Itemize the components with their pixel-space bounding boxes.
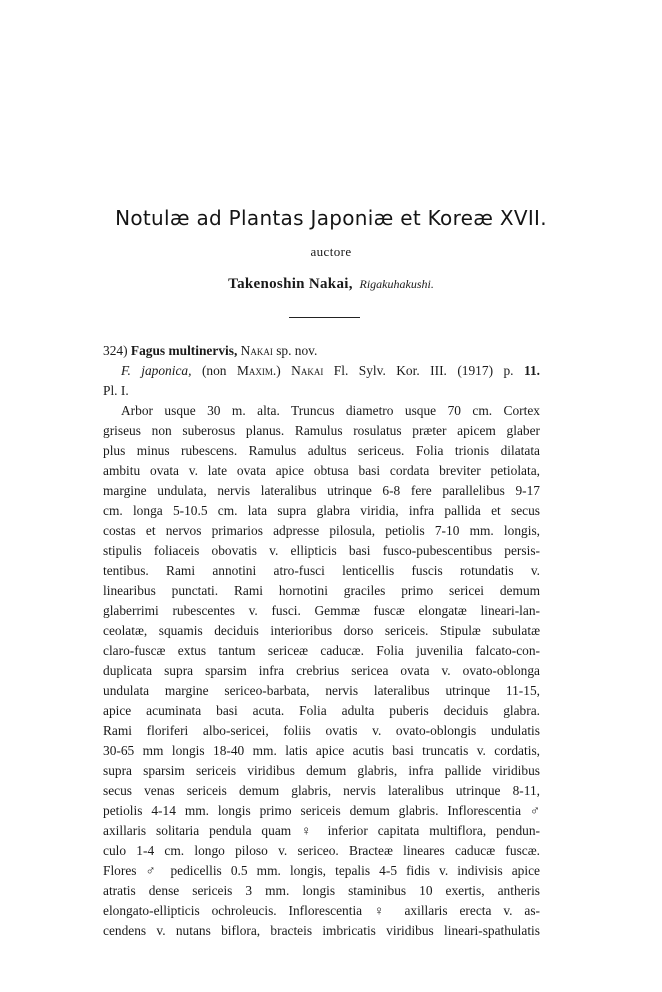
- species-name: Fagus multinervis,: [130, 343, 238, 358]
- synonym-name: F. japonica,: [121, 363, 192, 378]
- description-line: glaberrimi rubescentes v. fusci. Gemmæ fuscæ elongatæ lineari-lan-: [103, 603, 540, 618]
- description-line: plus minus rubescens. Ramulus adultus sericeus. Folia trionis dilatata: [103, 443, 540, 458]
- synonym-line: [103, 361, 540, 381]
- description-line: ceolatæ, squamis deciduis interioribus dorso sericeis. Stipulæ subulatæ: [103, 623, 540, 638]
- entry-heading-line: [103, 341, 540, 361]
- synonym-page: 11.: [524, 363, 540, 378]
- paper-title: Notulæ ad Plantas Japoniæ et Koreæ XVII.: [115, 206, 547, 230]
- synonym-note-open: (non: [201, 363, 227, 378]
- description-line: linearibus punctati. Rami hornotini graciles primo sericei demum: [103, 583, 540, 598]
- description-line: Rami floriferi albo-sericei, foliis ovatis v. ovato-oblongis undulatis: [103, 723, 540, 738]
- description-line: cm. longa 5-10.5 cm. lata supra glabra viridia, infra pallida et secus: [103, 503, 540, 518]
- synonym-maxim: Maxim.: [236, 363, 277, 378]
- description-line: margine undulata, nervis lateralibus utrinque 6-8 fere parallelibus 9-17: [103, 483, 540, 498]
- description-line: Flores ♂ pedicellis 0.5 mm. longis, tepalis 4-5 fidis v. indivisis apice: [103, 863, 540, 878]
- description-line: cendens v. nutans biflora, bracteis imbricatis viridibus lineari-spathulatis: [103, 923, 540, 938]
- description-line: culo 1-4 cm. longo piloso v. sericeo. Bracteæ lineares caducæ fuscæ.: [103, 843, 540, 858]
- description-line: 30-65 mm longis 18-40 mm. latis apice acutis basi truncatis v. cordatis,: [103, 743, 540, 758]
- description-line: axillaris solitaria pendula quam ♀ inferior capitata multiflora, pendun-: [103, 823, 540, 838]
- author-degree: Rigakuhakushi.: [359, 277, 434, 291]
- description-line: undulata margine sericeo-barbata, nervis lateralibus utrinque 11-15,: [103, 683, 540, 698]
- description-line: apice acuminata basi acuta. Folia adulta puberis deciduis glabra.: [103, 703, 540, 718]
- description-line: griseus non suberosus planus. Ramulus rosulatus præter apicem glaber: [103, 423, 540, 438]
- synonym-citation: Fl. Sylv. Kor. III. (1917) p.: [333, 363, 514, 378]
- author-line: [0, 276, 662, 293]
- synonym-note-close: ): [276, 363, 281, 378]
- description-line: Arbor usque 30 m. alta. Truncus diametro usque 70 cm. Cortex: [121, 403, 540, 418]
- description-line: costas et nervos primarios adpresse pilosula, petiolis 7-10 mm. longis,: [103, 523, 540, 538]
- description-line: stipulis foliaceis obovatis v. ellipticis basi fusco-pubescentibus persis-: [103, 543, 540, 558]
- author-name: Takenoshin Nakai,: [228, 276, 353, 292]
- plate-reference: Pl. I.: [103, 383, 129, 398]
- species-status: sp. nov.: [276, 343, 318, 358]
- article-body: [103, 341, 540, 941]
- title-divider: [289, 317, 360, 318]
- synonym-cite-author: Nakai: [291, 363, 324, 378]
- entry-number: 324): [103, 343, 128, 358]
- description-line: petiolis 4-14 mm. longis primo sericeis demum glabris. Inflorescentia ♂: [103, 803, 540, 818]
- description-line: atratis dense sericeis 3 mm. longis staminibus 10 exertis, antheris: [103, 883, 540, 898]
- description-line: supra sparsim sericeis viridibus demum glabris, infra pallide viridibus: [103, 763, 540, 778]
- description-line: secus venas sericeis demum glabris, nervis lateralibus utrinque 8-11,: [103, 783, 540, 798]
- auctore-label: auctore: [310, 244, 352, 259]
- species-authority: Nakai: [240, 343, 273, 358]
- description-line: duplicata supra sparsim infra crebrius sericea ovata v. ovato-oblonga: [103, 663, 540, 678]
- description-line: claro-fuscæ extus tantum sericeæ caducæ. Folia juvenilia falcato-con-: [103, 643, 540, 658]
- description-line: elongato-ellipticis ochroleucis. Inflorescentia ♀ axillaris erecta v. as-: [103, 903, 540, 918]
- description-paragraph: [103, 401, 540, 941]
- description-line: ambitu ovata v. late ovata apice obtusa basi cordata breviter petiolata,: [103, 463, 540, 478]
- description-line: tentibus. Rami annotini atro-fusci lenticellis fuscis rotundatis v.: [103, 563, 540, 578]
